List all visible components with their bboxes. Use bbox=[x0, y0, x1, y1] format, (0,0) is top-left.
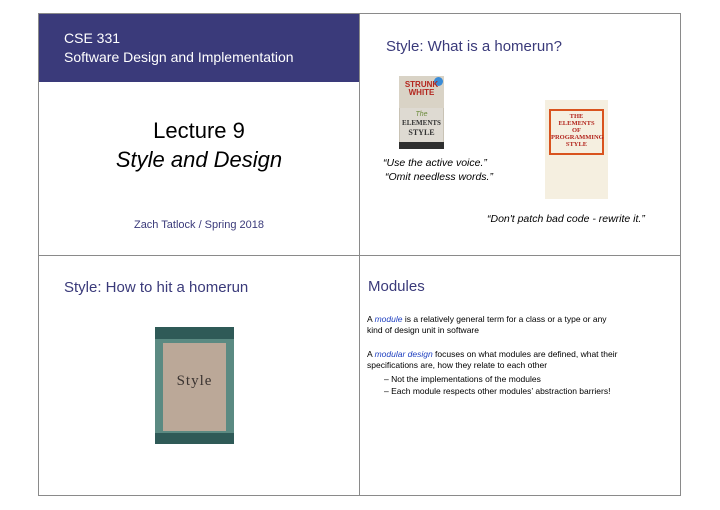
term-module: module bbox=[374, 314, 403, 324]
para1-prefix: A bbox=[367, 314, 375, 324]
programming-style-book-cover bbox=[545, 100, 608, 199]
course-code: CSE 331 bbox=[64, 30, 121, 46]
course-name: Software Design and Implementation bbox=[64, 49, 294, 65]
book-top-band bbox=[155, 327, 234, 339]
para1-line2: kind of design unit in software bbox=[367, 325, 479, 335]
bullet-item: – Not the implementations of the modules bbox=[384, 374, 541, 384]
para1-rest: is a relatively general term for a class or a type or any bbox=[402, 314, 607, 324]
para2-rest: focuses on what modules are defined, what their bbox=[432, 349, 618, 359]
book-cover-word: Style bbox=[176, 373, 213, 389]
book2-line4: PROGRAMMING bbox=[551, 134, 604, 141]
lecture-title: Style and Design bbox=[115, 147, 283, 172]
book1-line1: STRUNK bbox=[404, 80, 439, 89]
modular-design-definition bbox=[367, 349, 657, 371]
book-spine-bar bbox=[399, 142, 444, 149]
strunk-white-book-cover bbox=[399, 76, 444, 149]
book1-line2: WHITE bbox=[408, 88, 435, 97]
book2-line5: STYLE bbox=[565, 141, 588, 148]
module-definition bbox=[367, 314, 657, 336]
quote-needless-words: “Omit needless words.” bbox=[385, 171, 493, 183]
book-bottom-band bbox=[155, 433, 234, 444]
para2-prefix: A bbox=[367, 349, 375, 359]
book1-the: The bbox=[415, 111, 428, 118]
author-line: Zach Tatlock / Spring 2018 bbox=[133, 219, 265, 231]
slide3-heading: Style: How to hit a homerun bbox=[64, 279, 249, 296]
style-book-cover bbox=[155, 327, 234, 444]
bullet-item: – Each module respects other modules’ abstraction barriers! bbox=[384, 386, 611, 396]
slide4-heading: Modules bbox=[368, 278, 425, 295]
horizontal-divider bbox=[38, 255, 681, 256]
quote-rewrite: “Don't patch bad code - rewrite it.” bbox=[487, 213, 645, 225]
title-band bbox=[39, 14, 359, 82]
para2-line2: specifications are, how they relate to each other bbox=[367, 360, 548, 370]
book2-line2: ELEMENTS bbox=[558, 120, 595, 127]
slide2-heading: Style: What is a homerun? bbox=[386, 38, 562, 55]
quote-active-voice: “Use the active voice.” bbox=[383, 157, 487, 169]
book1-line3: ELEMENTS bbox=[402, 119, 441, 127]
term-modular-design: modular design bbox=[374, 349, 433, 359]
book2-line1: THE bbox=[569, 113, 584, 120]
lecture-number: Lecture 9 bbox=[153, 118, 245, 143]
book2-line3: OF bbox=[571, 127, 582, 134]
book1-line4: STYLE bbox=[408, 128, 435, 137]
